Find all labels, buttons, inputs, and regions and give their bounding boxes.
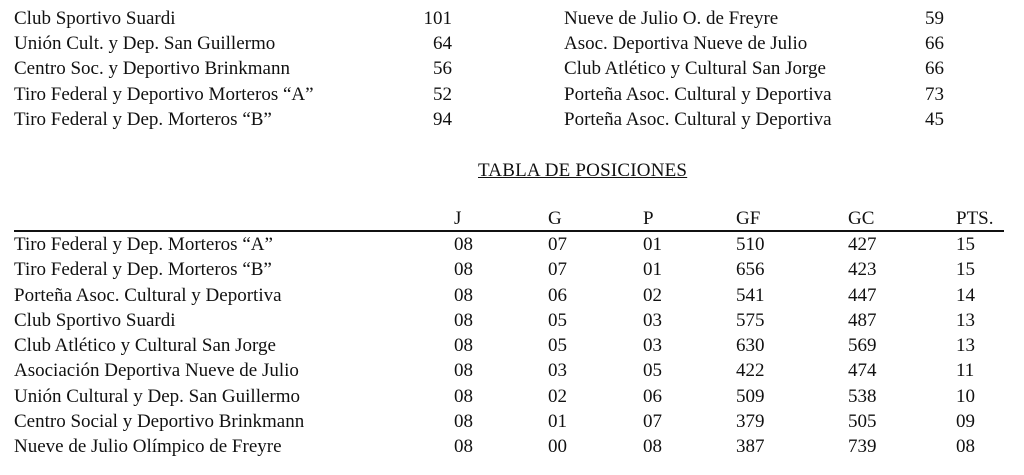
result-score: 56	[433, 58, 452, 79]
result-team: Club Sportivo Suardi	[14, 8, 176, 29]
cell-gf: 630	[736, 335, 765, 357]
cell-gf: 541	[736, 284, 765, 306]
result-team: Porteña Asoc. Cultural y Deportiva	[564, 109, 832, 130]
cell-team: Unión Cultural y Dep. San Guillermo	[14, 385, 301, 407]
cell-gc: 569	[848, 335, 877, 357]
cell-p: 06	[643, 385, 662, 407]
table-row	[14, 333, 1004, 358]
standings-header-row	[14, 206, 1004, 232]
header-g: G	[548, 208, 562, 229]
cell-j: 08	[454, 360, 473, 382]
cell-g: 01	[548, 411, 567, 433]
cell-gf: 387	[736, 436, 765, 458]
table-row	[14, 257, 1004, 282]
table-row	[14, 232, 1004, 257]
result-team: Nueve de Julio O. de Freyre	[564, 8, 779, 29]
cell-j: 08	[454, 284, 473, 306]
cell-pts: 15	[956, 259, 975, 281]
cell-j: 08	[454, 436, 473, 458]
cell-p: 01	[643, 234, 662, 255]
cell-team: Nueve de Julio Olímpico de Freyre	[14, 436, 282, 458]
result-score: 64	[433, 33, 452, 54]
result-score: 73	[925, 84, 944, 105]
result-score: 59	[925, 8, 944, 29]
cell-team: Porteña Asoc. Cultural y Deportiva	[14, 284, 282, 306]
match-results	[0, 6, 1024, 134]
standings-title: TABLA DE POSICIONES	[478, 160, 688, 181]
cell-team: Club Sportivo Suardi	[14, 309, 176, 331]
cell-team: Centro Social y Deportivo Brinkmann	[14, 411, 305, 433]
cell-pts: 14	[956, 284, 975, 306]
cell-g: 00	[548, 436, 567, 458]
result-score: 101	[423, 8, 452, 29]
header-gf: GF	[736, 208, 761, 229]
cell-g: 03	[548, 360, 567, 382]
result-score: 94	[433, 109, 452, 130]
cell-team: Tiro Federal y Dep. Morteros “A”	[14, 234, 273, 255]
result-team: Club Atlético y Cultural San Jorge	[564, 58, 826, 79]
cell-j: 08	[454, 335, 473, 357]
result-team: Asoc. Deportiva Nueve de Julio	[564, 33, 808, 54]
table-row	[14, 308, 1004, 333]
header-gc: GC	[848, 208, 875, 229]
cell-gf: 510	[736, 234, 765, 255]
result-score: 52	[433, 84, 452, 105]
result-score: 45	[925, 109, 944, 130]
cell-gc: 505	[848, 411, 877, 433]
table-row	[14, 358, 1004, 383]
header-pts: PTS.	[956, 208, 994, 229]
cell-gc: 474	[848, 360, 877, 382]
cell-g: 07	[548, 259, 567, 281]
header-j: J	[454, 208, 462, 229]
cell-p: 01	[643, 259, 662, 281]
cell-j: 08	[454, 411, 473, 433]
cell-g: 05	[548, 335, 567, 357]
cell-g: 06	[548, 284, 567, 306]
result-team: Porteña Asoc. Cultural y Deportiva	[564, 84, 832, 105]
cell-j: 08	[454, 259, 473, 281]
cell-gc: 423	[848, 259, 877, 281]
table-row	[14, 384, 1004, 409]
cell-p: 08	[643, 436, 662, 458]
cell-gc: 487	[848, 309, 877, 331]
cell-p: 07	[643, 411, 662, 433]
standings-rows	[14, 232, 1004, 460]
result-team: Centro Soc. y Deportivo Brinkmann	[14, 58, 290, 79]
cell-gc: 538	[848, 385, 877, 407]
result-team: Unión Cult. y Dep. San Guillermo	[14, 33, 276, 54]
table-row	[14, 434, 1004, 459]
cell-p: 05	[643, 360, 662, 382]
cell-gf: 575	[736, 309, 765, 331]
cell-j: 08	[454, 234, 473, 255]
cell-team: Club Atlético y Cultural San Jorge	[14, 335, 276, 357]
cell-g: 05	[548, 309, 567, 331]
cell-pts: 15	[956, 234, 975, 255]
cell-g: 02	[548, 385, 567, 407]
cell-gf: 422	[736, 360, 765, 382]
cell-p: 03	[643, 335, 662, 357]
cell-gc: 447	[848, 284, 877, 306]
cell-gc: 427	[848, 234, 877, 255]
cell-pts: 10	[956, 385, 975, 407]
cell-gc: 739	[848, 436, 877, 458]
cell-pts: 13	[956, 309, 975, 331]
cell-team: Tiro Federal y Dep. Morteros “B”	[14, 259, 272, 281]
cell-pts: 11	[956, 360, 975, 382]
result-score: 66	[925, 58, 944, 79]
cell-gf: 509	[736, 385, 765, 407]
cell-p: 02	[643, 284, 662, 306]
table-row	[14, 409, 1004, 434]
cell-g: 07	[548, 234, 567, 255]
cell-j: 08	[454, 309, 473, 331]
result-team: Tiro Federal y Deportivo Morteros “A”	[14, 84, 314, 105]
result-score: 66	[925, 33, 944, 54]
result-team: Tiro Federal y Dep. Morteros “B”	[14, 109, 272, 130]
header-p: P	[643, 208, 654, 229]
cell-p: 03	[643, 309, 662, 331]
cell-team: Asociación Deportiva Nueve de Julio	[14, 360, 299, 382]
cell-gf: 379	[736, 411, 765, 433]
cell-j: 08	[454, 385, 473, 407]
cell-pts: 08	[956, 436, 975, 458]
cell-gf: 656	[736, 259, 765, 281]
cell-pts: 13	[956, 335, 975, 357]
table-row	[14, 283, 1004, 308]
cell-pts: 09	[956, 411, 975, 433]
